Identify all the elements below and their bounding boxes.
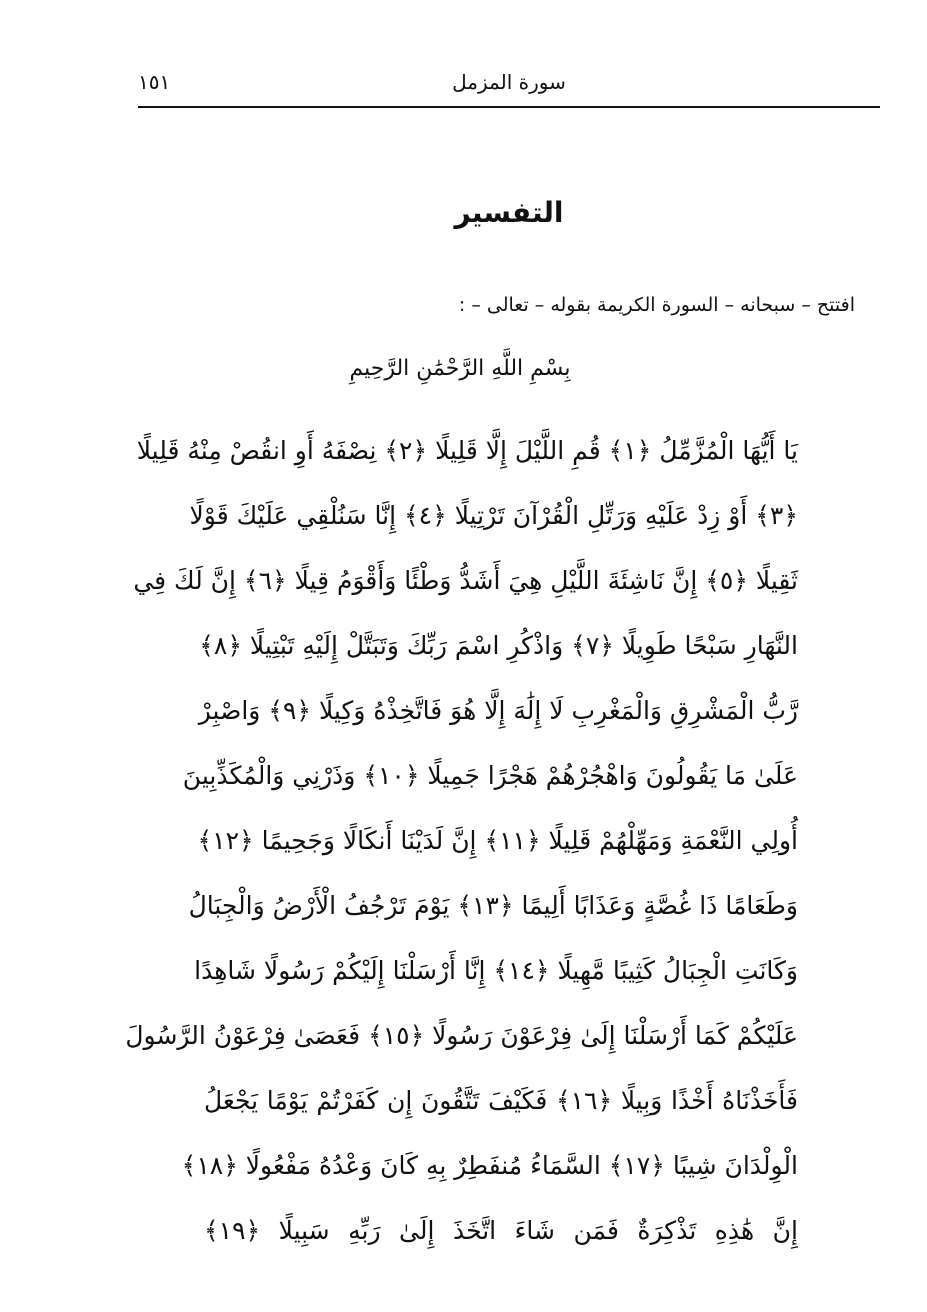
verse-line: وَكَانَتِ الْجِبَالُ كَثِيبًا مَّهِيلًا ﴿١٤﴾ إِنَّا أَرْسَلْنَا إِلَيْكُمْ رَسُولًا شَاهِدًا (194, 956, 798, 985)
page-header (138, 60, 880, 108)
section-title: التفسير (454, 196, 564, 229)
verse-line: فَأَخَذْنَاهُ أَخْذًا وَبِيلًا ﴿١٦﴾ فَكَيْفَ تَتَّقُونَ إِن كَفَرْتُمْ يَوْمًا يَجْعَلُ (204, 1086, 798, 1115)
verse-line: عَلَيْكُمْ كَمَا أَرْسَلْنَا إِلَىٰ فِرْعَوْنَ رَسُولًا ﴿١٥﴾ فَعَصَىٰ فِرْعَوْنُ الرَّسُولَ (125, 1021, 798, 1050)
verse-line: النَّهَارِ سَبْحًا طَوِيلًا ﴿٧﴾ وَاذْكُرِ اسْمَ رَبِّكَ وَتَبَتَّلْ إِلَيْهِ تَبْتِيلًا ﴿٨﴾ (199, 631, 798, 660)
surah-running-title: سورة المزمل (452, 70, 566, 94)
verse-line: الْوِلْدَانَ شِيبًا ﴿١٧﴾ السَّمَاءُ مُنفَطِرٌ بِهِ كَانَ وَعْدُهُ مَفْعُولًا ﴿١٨﴾ (181, 1151, 798, 1180)
basmala: بِسْمِ اللَّهِ الرَّحْمَٰنِ الرَّحِيمِ (349, 356, 571, 381)
verses-block (125, 418, 798, 1263)
verse-line: ثَقِيلًا ﴿٥﴾ إِنَّ نَاشِئَةَ اللَّيْلِ هِيَ أَشَدُّ وَطْئًا وَأَقْوَمُ قِيلًا ﴿٦﴾ إِنَّ لَكَ فِي (133, 566, 798, 595)
page-number: ١٥١ (138, 70, 171, 94)
verse-line: إِنَّ هَٰذِهِ تَذْكِرَةٌ فَمَن شَاءَ اتَّخَذَ إِلَىٰ رَبِّهِ سَبِيلًا ﴿١٩﴾ (204, 1216, 798, 1245)
verse-line: عَلَىٰ مَا يَقُولُونَ وَاهْجُرْهُمْ هَجْرًا جَمِيلًا ﴿١٠﴾ وَذَرْنِي وَالْمُكَذِّبِينَ (182, 761, 798, 790)
verse-line: وَطَعَامًا ذَا غُصَّةٍ وَعَذَابًا أَلِيمًا ﴿١٣﴾ يَوْمَ تَرْجُفُ الْأَرْضُ وَالْجِبَالُ (188, 891, 798, 920)
verse-line: رَّبُّ الْمَشْرِقِ وَالْمَغْرِبِ لَا إِلَٰهَ إِلَّا هُوَ فَاتَّخِذْهُ وَكِيلًا ﴿٩﴾ وَاصْبِرْ (198, 696, 798, 725)
intro-paragraph: افتتح – سبحانه – السورة الكريمة بقوله – تعالى – : (458, 294, 855, 316)
verse-line: يَا أَيُّهَا الْمُزَّمِّلُ ﴿١﴾ قُمِ اللَّيْلَ إِلَّا قَلِيلًا ﴿٢﴾ نِصْفَهُ أَوِ انقُصْ مِنْهُ قَلِيلًا (136, 436, 798, 465)
verse-line: أُولِي النَّعْمَةِ وَمَهِّلْهُمْ قَلِيلًا ﴿١١﴾ إِنَّ لَدَيْنَا أَنكَالًا وَجَحِيمًا ﴿١٢﴾ (197, 826, 798, 855)
verse-line: ﴿٣﴾ أَوْ زِدْ عَلَيْهِ وَرَتِّلِ الْقُرْآنَ تَرْتِيلًا ﴿٤﴾ إِنَّا سَنُلْقِي عَلَيْكَ قَوْلًا (189, 501, 798, 530)
